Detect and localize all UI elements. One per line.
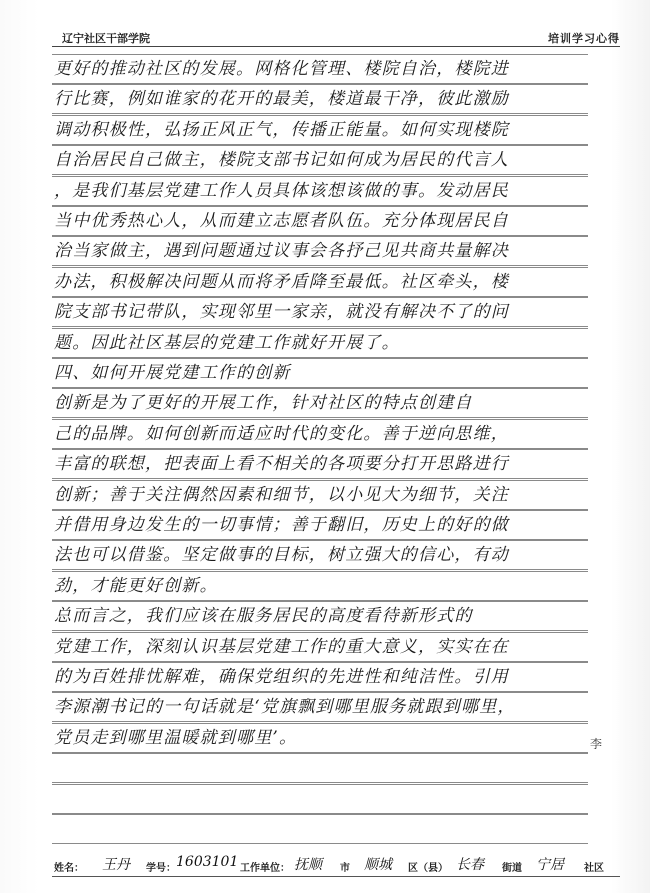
street-label: 街道 bbox=[502, 863, 522, 874]
line-text: 行比赛，例如谁家的花开的最美，楼道最干净，彼此激励 bbox=[54, 89, 509, 110]
name-value: 王丹 bbox=[102, 857, 130, 873]
ruled-text-area bbox=[52, 54, 588, 846]
line-text: 创新是为了更好的开展工作，针对社区的特点创建自 bbox=[54, 393, 473, 414]
text-line bbox=[52, 419, 588, 449]
text-line bbox=[52, 571, 588, 601]
text-line bbox=[52, 206, 588, 236]
text-line bbox=[52, 540, 588, 570]
text-line bbox=[52, 54, 588, 84]
name-label: 姓名： bbox=[54, 863, 84, 874]
text-line bbox=[52, 84, 588, 114]
margin-note: 李 bbox=[590, 737, 603, 751]
text-line bbox=[52, 358, 588, 388]
text-line bbox=[52, 510, 588, 540]
line-text: 调动积极性，弘扬正风正气，传播正能量。如何实现楼院 bbox=[54, 119, 509, 140]
text-line bbox=[52, 601, 588, 631]
institution-name: 辽宁社区干部学院 bbox=[62, 32, 150, 45]
line-text: 治当家做主，遇到问题通过议事会各抒己见共商共量解决 bbox=[54, 241, 509, 262]
text-line bbox=[52, 145, 588, 175]
line-text: 李源潮书记的一句话就是‘党旗飘到哪里服务就跟到哪里， bbox=[54, 697, 516, 718]
page-header bbox=[40, 26, 620, 44]
community-value: 宁居 bbox=[536, 857, 564, 873]
page-footer bbox=[54, 852, 620, 874]
text-line bbox=[52, 115, 588, 145]
text-line bbox=[52, 692, 588, 722]
line-text: 劲，才能更好创新。 bbox=[54, 575, 218, 596]
line-text: 创新；善于关注偶然因素和细节，以小见大为细节，关注 bbox=[54, 484, 509, 505]
line-text: 法也可以借鉴。坚定做事的目标，树立强大的信心，有动 bbox=[54, 545, 509, 566]
student-id-label: 学号： bbox=[146, 863, 176, 874]
workplace-label: 工作单位： bbox=[240, 863, 290, 874]
line-text: 办法，积极解决问题从而将矛盾降至最低。社区牵头，楼 bbox=[54, 271, 509, 292]
document-type: 培训学习心得 bbox=[548, 32, 620, 45]
line-text: 当中优秀热心人，从而建立志愿者队伍。充分体现居民自 bbox=[54, 211, 509, 231]
community-label: 社区 bbox=[584, 863, 604, 874]
text-line bbox=[52, 297, 588, 327]
text-line bbox=[52, 480, 588, 510]
text-line bbox=[52, 814, 588, 844]
text-line bbox=[52, 236, 588, 266]
header-rule bbox=[52, 46, 620, 47]
line-text: 的为百姓排忧解难，确保党组织的先进性和纯洁性。引用 bbox=[54, 667, 509, 687]
line-text: 丰富的联想，把表面上看不相关的各项要分打开思路进行 bbox=[54, 454, 509, 475]
text-line bbox=[52, 662, 588, 692]
city-value: 抚顺 bbox=[294, 857, 322, 873]
street-value: 长春 bbox=[456, 857, 484, 873]
line-text: 更好的推动社区的发展。网格化管理、楼院自治，楼院进 bbox=[54, 59, 509, 79]
text-line bbox=[52, 449, 588, 479]
text-line bbox=[52, 753, 588, 783]
line-text: 自治居民自己做主，楼院支部书记如何成为居民的代言人 bbox=[54, 150, 509, 171]
city-label: 市 bbox=[340, 863, 350, 874]
line-text: 总而言之，我们应该在服务居民的高度看待新形式的 bbox=[54, 606, 473, 627]
text-line bbox=[52, 723, 588, 753]
text-line bbox=[52, 328, 588, 358]
line-text: 己的品牌。如何创新而适应时代的变化。善于逆向思维， bbox=[54, 423, 509, 444]
line-text: 党建工作，深刻认识基层党建工作的重大意义，实实在在 bbox=[54, 636, 509, 657]
text-line bbox=[52, 632, 588, 662]
student-id-value: 1603101 bbox=[176, 854, 239, 870]
line-text: ，是我们基层党建工作人员具体该想该做的事。发动居民 bbox=[54, 180, 509, 201]
line-text: 院支部书记带队，实现邻里一家亲，就没有解决不了的问 bbox=[54, 302, 509, 323]
line-text: 党员走到哪里温暖就到哪里’。 bbox=[54, 727, 298, 748]
line-text: 四、如何开展党建工作的创新 bbox=[54, 363, 291, 383]
line-text: 并借用身边发生的一切事情；善于翻旧，历史上的好的做 bbox=[54, 515, 509, 535]
text-line bbox=[52, 388, 588, 418]
district-label: 区（县） bbox=[408, 863, 448, 874]
text-line bbox=[52, 176, 588, 206]
text-line bbox=[52, 784, 588, 814]
footer-rule bbox=[52, 876, 620, 877]
line-text: 题。因此社区基层的党建工作就好开展了。 bbox=[54, 332, 400, 353]
text-line bbox=[52, 267, 588, 297]
district-value: 顺城 bbox=[364, 857, 392, 873]
